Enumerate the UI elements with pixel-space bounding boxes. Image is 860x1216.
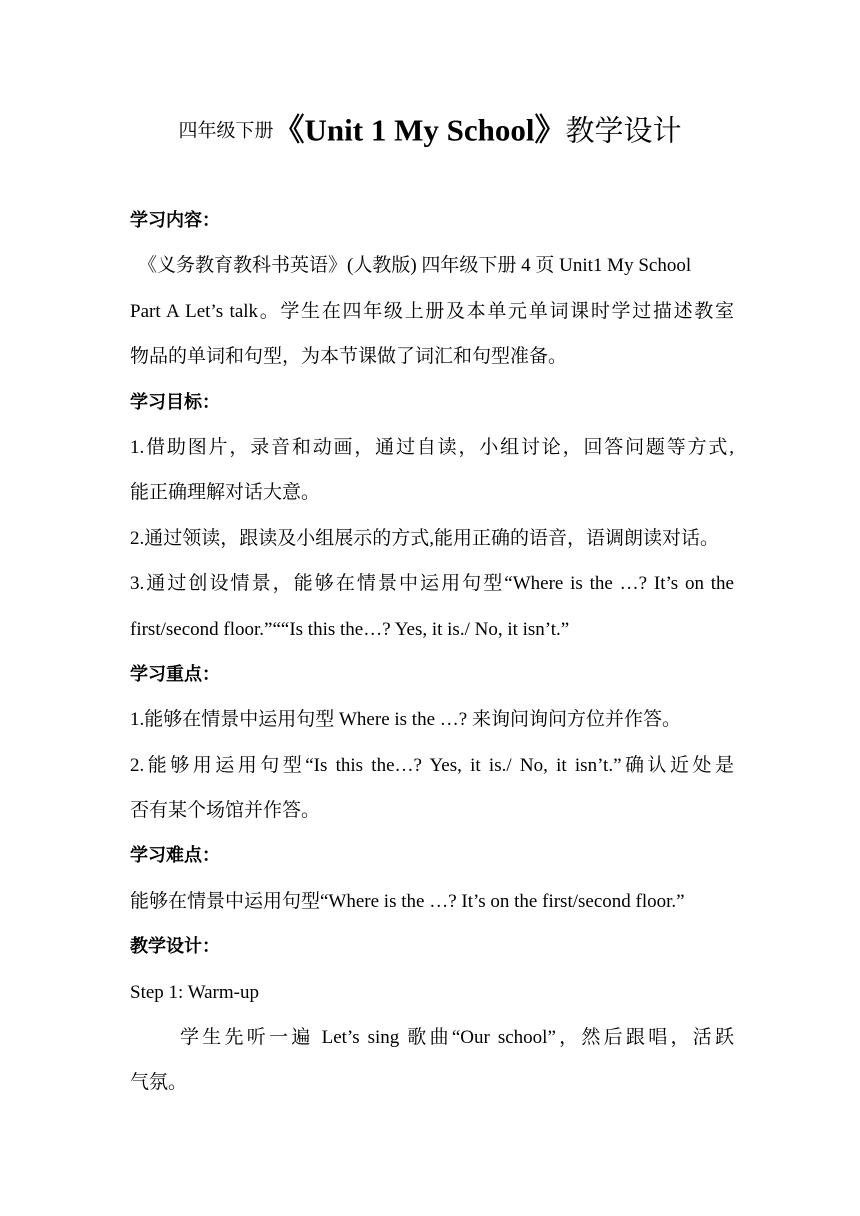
key-point-line: 1.能够在情景中运用句型 Where is the …? 来询问询问方位并作答。 <box>130 709 681 731</box>
title-grade: 四年级下册 <box>178 119 274 142</box>
content-line: Part A Let’s talk。学生在四年级上册及本单元单词课时学过描述教室 <box>130 300 734 322</box>
goal-line: 2.通过领读，跟读及小组展示的方式,能用正确的语音，语调朗读对话。 <box>130 527 720 549</box>
content-line: 物品的单词和句型，为本节课做了词汇和句型准备。 <box>130 346 568 368</box>
goal-line: 能正确理解对话大意。 <box>130 482 321 504</box>
title-suffix: 教学设计 <box>565 113 682 148</box>
step-line: 学生先听一遍 Let’s sing 歌曲“Our school”，然后跟唱，活跃 <box>180 1027 734 1049</box>
section-heading-key-points: 学习重点： <box>130 663 220 685</box>
section-heading-content: 学习内容： <box>130 210 220 231</box>
section-heading-design: 教学设计： <box>130 936 220 958</box>
goal-line: 1.借助图片，录音和动画，通过自读，小组讨论，回答问题等方式, <box>130 436 734 458</box>
document-title <box>0 108 860 152</box>
title-unit: 《Unit 1 My School》 <box>273 112 566 148</box>
difficulty-line: 能够在情景中运用句型“Where is the …? It’s on the first/second floor.” <box>130 890 685 912</box>
content-line: 《义务教育教科书英语》(人教版) 四年级下册 4 页 Unit1 My School <box>138 255 692 277</box>
document-body <box>130 198 734 1106</box>
step-line: 气氛。 <box>130 1072 188 1094</box>
key-point-line: 2.能够用运用句型“Is this the…? Yes, it is./ No, it isn’t.”确认近处是 <box>130 754 734 776</box>
key-point-line: 否有某个场馆并作答。 <box>130 800 321 822</box>
step-label: Step 1: Warm-up <box>130 981 259 1003</box>
section-heading-difficulties: 学习难点： <box>130 845 220 867</box>
section-heading-goals: 学习目标： <box>130 391 220 413</box>
goal-line: first/second floor.”““Is this the…? Yes, it is./ No, it isn’t.” <box>130 618 570 640</box>
goal-line: 3.通过创设情景，能够在情景中运用句型“Where is the …? It’s on the <box>130 573 734 595</box>
